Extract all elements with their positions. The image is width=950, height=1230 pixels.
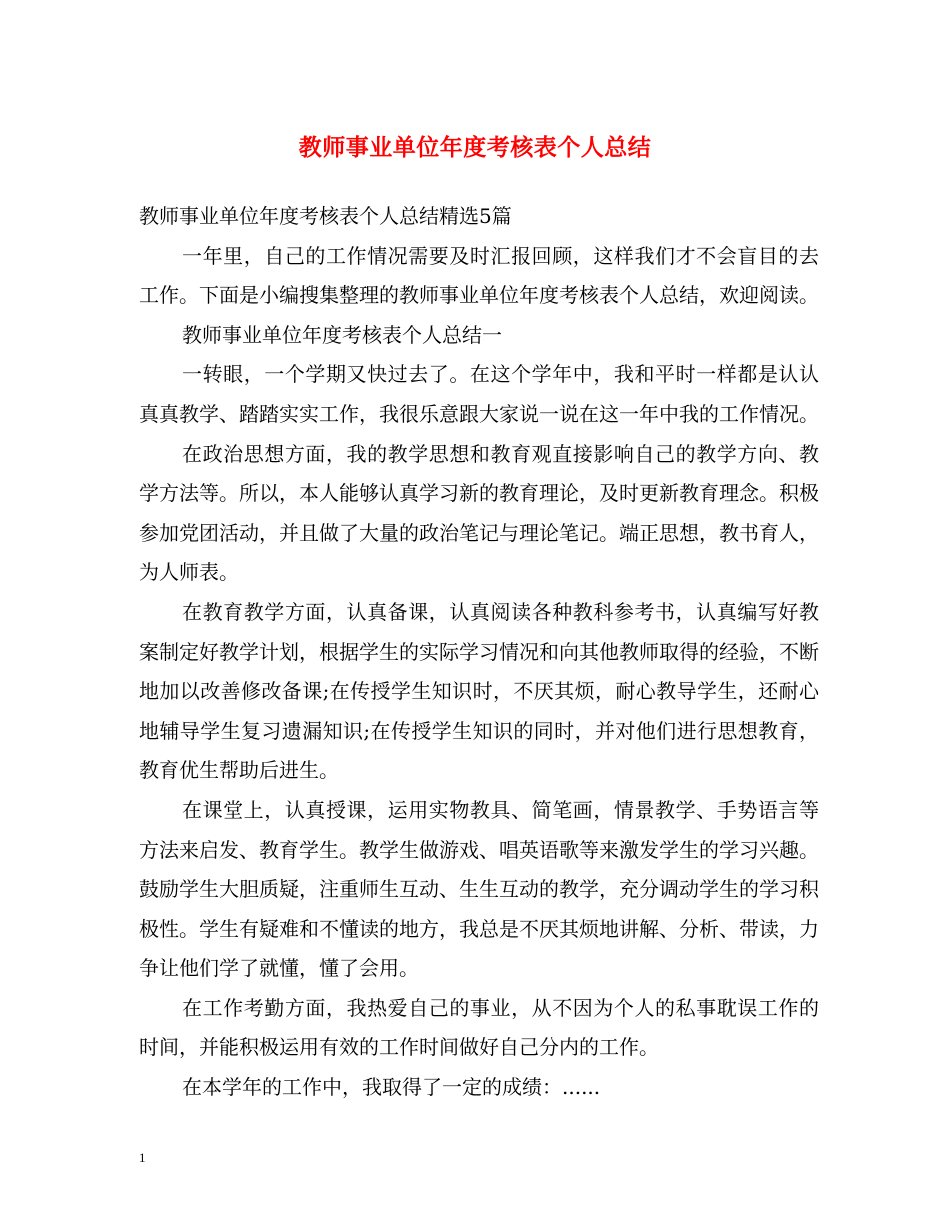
paragraph-political: 在政治思想方面，我的教学思想和教育观直接影响自己的教学方向、教学方法等。所以，本人能够认真学习新的教育理论，及时更新教育理念。积极参加党团活动，并且做了大量的政治笔记与理论笔记。端正思想，教书育人，为人师表。 bbox=[139, 441, 819, 585]
paragraph-teaching: 在教育教学方面，认真备课，认真阅读各种教科参考书，认真编写好教案制定好教学计划，根据学生的实际学习情况和向其他教师取得的经验，不断地加以改善修改备课;在传授学生知识时，不厌其烦，耐心教导学生，还耐心地辅导学生复习遗漏知识;在传授学生知识的同时，并对他们进行思想教育，教育优生帮助后进生。 bbox=[139, 599, 819, 783]
page-number: 1 bbox=[139, 1150, 146, 1165]
paragraph-attendance: 在工作考勤方面，我热爱自己的事业，从不因为个人的私事耽误工作的时间，并能积极运用有效的工作时间做好自己分内的工作。 bbox=[139, 995, 819, 1060]
paragraph-opening: 一转眼，一个学期又快过去了。在这个学年中，我和平时一样都是认认真真教学、踏踏实实工作，我很乐意跟大家说一说在这一年中我的工作情况。 bbox=[139, 362, 819, 426]
paragraph-intro: 一年里，自己的工作情况需要及时汇报回顾，这样我们才不会盲目的去工作。下面是小编搜集整理的教师事业单位年度考核表个人总结，欢迎阅读。 bbox=[139, 243, 819, 308]
paragraph-achievements: 在本学年的工作中，我取得了一定的成绩：...... bbox=[182, 1075, 601, 1100]
paragraph-subtitle: 教师事业单位年度考核表个人总结精选5篇 bbox=[139, 204, 512, 228]
paragraph-classroom: 在课堂上，认真授课，运用实物教具、简笔画，情景教学、手势语言等方法来启发、教育学生。教学生做游戏、唱英语歌等来激发学生的学习兴趣。鼓励学生大胆质疑，注重师生互动、生生互动的教学，充分调动学生的学习积极性。学生有疑难和不懂读的地方，我总是不厌其烦地讲解、分析、带读，力争让他们学了就懂，懂了会用。 bbox=[139, 797, 819, 981]
document-title: 教师事业单位年度考核表个人总结 bbox=[298, 134, 652, 161]
document-body bbox=[139, 197, 819, 1108]
section-heading: 教师事业单位年度考核表个人总结一 bbox=[182, 322, 502, 347]
